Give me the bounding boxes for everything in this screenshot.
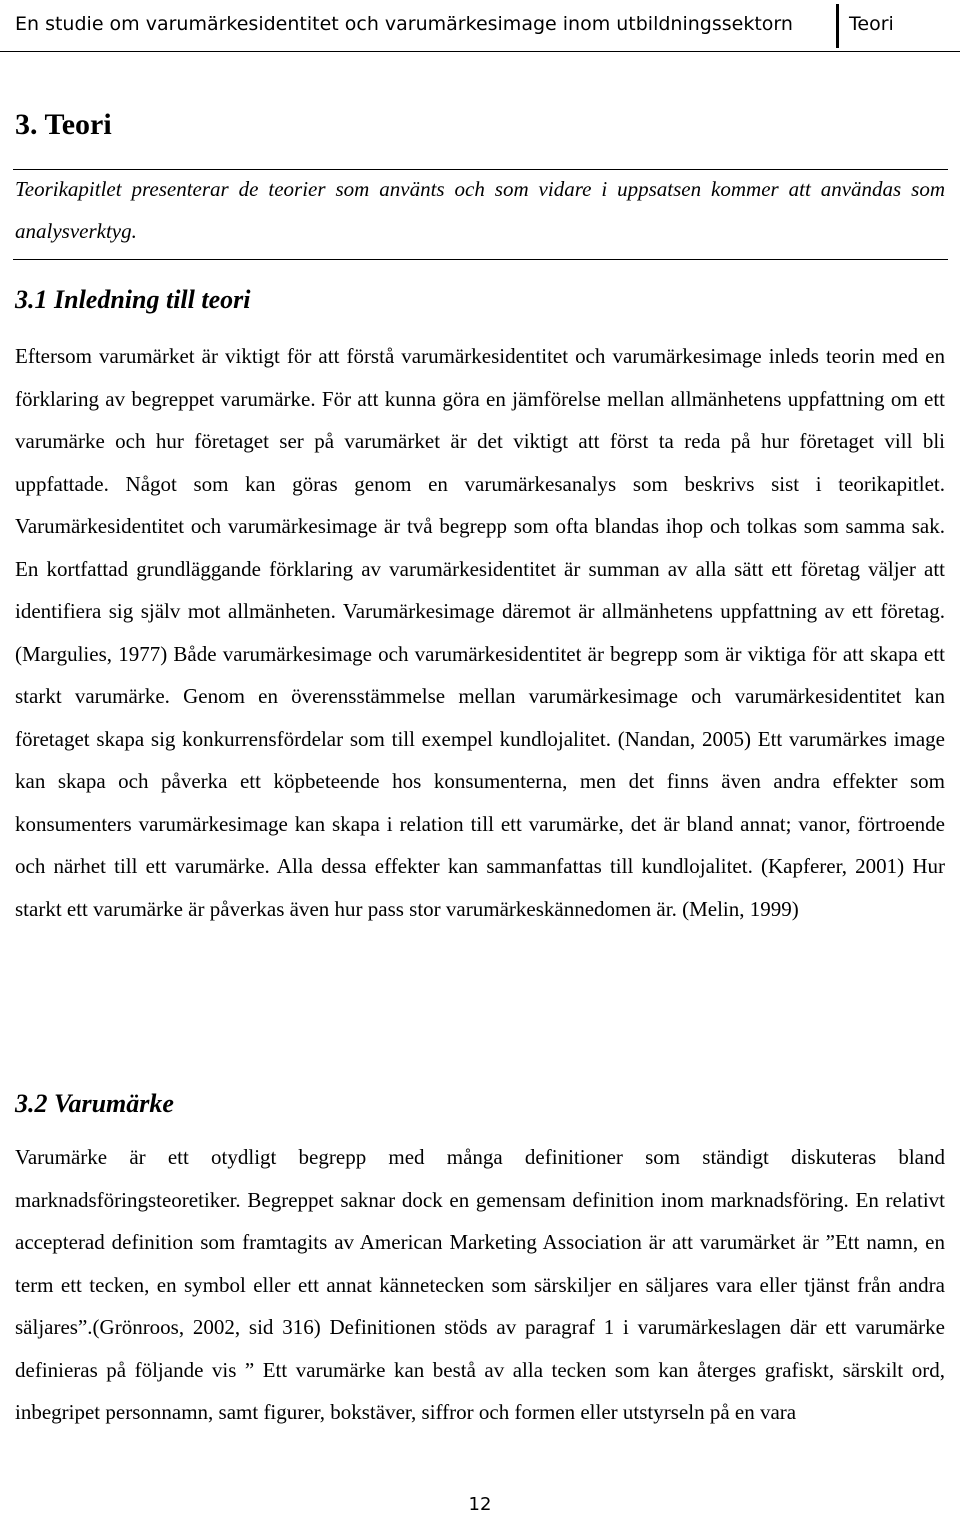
chapter-intro: Teorikapitlet presenterar de teorier som använts och som vidare i uppsatsen kommer att användas som analysverktyg. <box>15 177 945 243</box>
section-heading-varumarke: 3.2 Varumärke <box>15 1089 174 1118</box>
section-body-inledning: Eftersom varumärket är viktigt för att förstå varumärkesidentitet och varumärkesimage inleds teorin med en förklaring av begreppet varumärke. För att kunna göra en jämförelse mellan allmänhetens uppfattning om ett varumärke och hur företaget ser på varumärket är det viktigt att först ta reda på hur företaget vill bli uppfattade. Något som kan göras genom en varumärkesanalys som beskrivs sist i teorikapitlet. Varumärkesidentitet och varumärkesimage är två begrepp som ofta blandas ihop och tolkas som samma sak. En kortfattad grundläggande förklaring av varumärkesidentitet är summan av alla sätt ett företag väljer att identifiera sig själv mot allmänheten. Varumärkesimage däremot är allmänhetens uppfattning av ett företag. (Margulies, 1977) Både varumärkesimage och varumärkesidentitet är begrepp som är viktiga för att skapa ett starkt varumärke. Genom en överensstämmelse mellan varumärkesimage och varumärkesidentitet kan företaget skapa sig konkurrensfördelar som till exempel kundlojalitet. (Nandan, 2005) Ett varumärkes image kan skapa och påverka ett köpbeteende hos konsumenterna, men det finns även andra effekter som konsumenters varumärkesimage kan skapa i relation till ett varumärke, det är bland annat; vanor, förtroende och närhet till ett varumärke. Alla dessa effekter kan sammanfattas till kundlojalitet. (Kapferer, 2001) Hur starkt ett varumärke är påverkas även hur pass stor varumärkeskännedomen är. (Melin, 1999) <box>15 344 945 921</box>
page-number: 12 <box>468 1494 492 1515</box>
intro-bottom-rule <box>13 259 948 260</box>
running-header <box>0 0 960 52</box>
section-body-varumarke: Varumärke är ett otydligt begrepp med många definitioner som ständigt diskuteras bland marknadsföringsteoretiker. Begreppet saknar dock en gemensam definition inom marknadsföring. En relativt accepterad definition som framtagits av American Marketing Association är att varumärket är ”Ett namn, en term ett tecken, en symbol eller ett annat kännetecken som särskiljer en säljares vara eller tjänst från andra säljares”.(Grönroos, 2002, sid 316) Definitionen stöds av paragraf 1 i varumärkeslagen där ett varumärke definieras på följande vis ” Ett varumärke kan bestå av alla tecken som kan återges grafiskt, särskilt ord, inbegripet personnamn, samt figurer, bokstäver, siffror och formen eller utstyrseln på en vara <box>15 1145 945 1424</box>
header-section-label: Teori <box>849 13 894 35</box>
header-divider <box>836 4 839 48</box>
section-heading-inledning: 3.1 Inledning till teori <box>15 285 251 314</box>
header-rule <box>0 51 960 52</box>
chapter-heading: 3. Teori <box>15 108 112 141</box>
document-title: En studie om varumärkesidentitet och varumärkesimage inom utbildningssektorn <box>15 13 793 35</box>
